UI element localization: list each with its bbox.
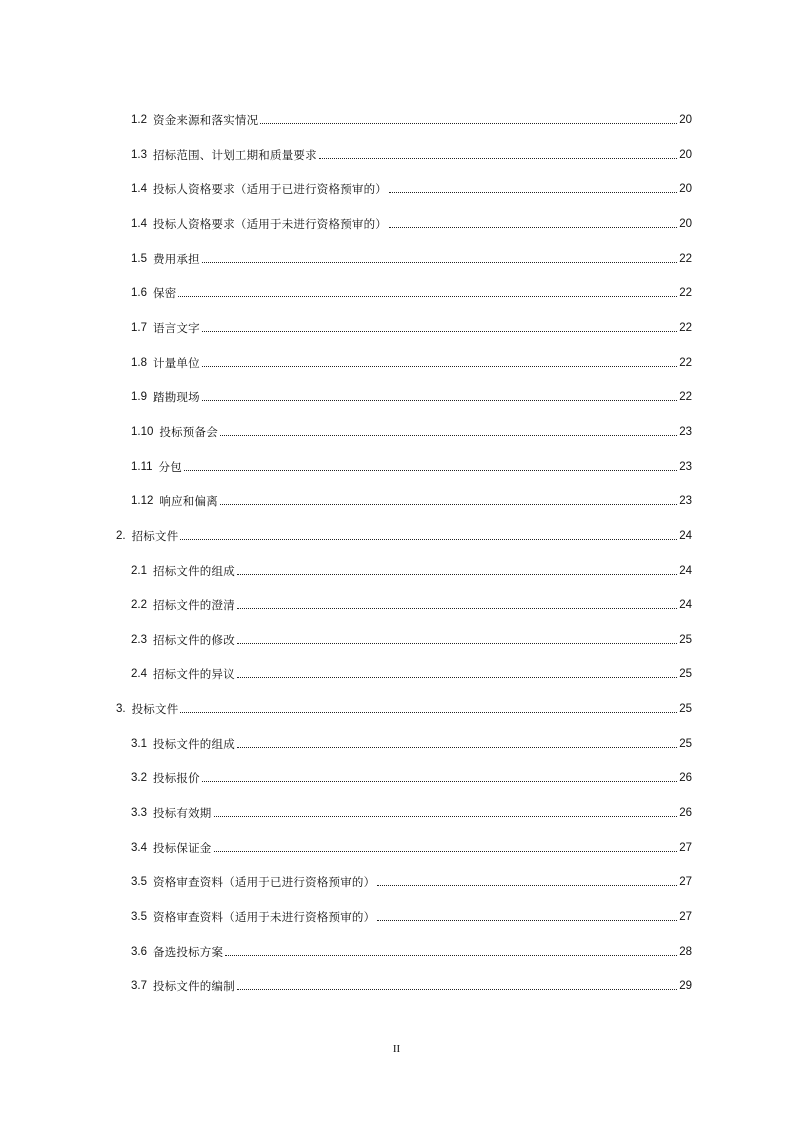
- toc-dot-leader: [214, 851, 678, 852]
- toc-entry-page: 27: [679, 910, 692, 923]
- toc-entry[interactable]: [131, 384, 692, 404]
- toc-entry[interactable]: [131, 107, 692, 127]
- toc-entry-page: 23: [679, 425, 692, 438]
- toc-entry-page: 20: [679, 148, 692, 161]
- toc-entry-title: 投标保证金: [153, 840, 212, 855]
- toc-dot-leader: [202, 781, 677, 782]
- toc-entry-number: 1.11: [131, 460, 153, 473]
- toc-entry-page: 27: [679, 876, 692, 889]
- toc-entry-page: 25: [679, 633, 692, 646]
- toc-entry-title: 语言文字: [153, 320, 200, 335]
- toc-entry[interactable]: [131, 973, 692, 993]
- toc-entry-page: 24: [679, 529, 692, 542]
- toc-dot-leader: [237, 747, 677, 748]
- toc-entry-number: 1.4: [131, 183, 147, 196]
- toc-entry-title: 投标有效期: [153, 806, 212, 820]
- toc-entry-title: 投标报价: [153, 771, 200, 786]
- toc-entry-number: 1.9: [131, 391, 147, 404]
- toc-entry[interactable]: [131, 800, 692, 820]
- toc-entry-number: 3.: [116, 703, 126, 715]
- toc-entry[interactable]: [131, 246, 692, 266]
- toc-entry-page: 24: [679, 564, 692, 577]
- toc-entry-title: 招标范围、计划工期和质量要求: [153, 147, 317, 162]
- toc-entry-number: 1.3: [131, 148, 147, 161]
- toc-dot-leader: [377, 920, 677, 921]
- toc-entry-page: 20: [679, 217, 692, 230]
- toc-entry[interactable]: [131, 939, 692, 959]
- toc-entry[interactable]: [131, 661, 692, 681]
- toc-entry-title: 招标文件的修改: [153, 632, 235, 647]
- toc-entry-number: 1.2: [131, 114, 147, 126]
- toc-entry-title: 资格审查资料（适用于已进行资格预审的）: [153, 875, 376, 890]
- toc-dot-leader: [180, 539, 677, 540]
- toc-entry-page: 22: [679, 321, 692, 334]
- toc-entry-number: 1.12: [131, 495, 154, 508]
- toc-dot-leader: [202, 262, 677, 263]
- toc-entry-number: 1.7: [131, 321, 147, 334]
- toc-entry-page: 25: [679, 737, 692, 750]
- toc-entry[interactable]: [131, 592, 692, 612]
- toc-entry-title: 投标文件的编制: [153, 979, 235, 994]
- toc-dot-leader: [202, 331, 677, 332]
- toc-entry-page: 29: [679, 980, 692, 993]
- toc-entry-number: 3.7: [131, 980, 147, 993]
- toc-entry[interactable]: [131, 176, 692, 196]
- toc-entry-number: 3.1: [131, 737, 147, 750]
- toc-entry-title: 保密: [153, 286, 177, 301]
- toc-entry[interactable]: [116, 523, 692, 543]
- toc-dot-leader: [180, 712, 677, 713]
- toc-entry-title: 备选投标方案: [153, 944, 224, 959]
- toc-entry-number: 3.6: [131, 945, 147, 958]
- toc-entry-page: 25: [679, 703, 692, 715]
- toc-entry-page: 26: [679, 772, 692, 785]
- toc-entry-page: 28: [679, 945, 692, 958]
- toc-entry[interactable]: [131, 869, 692, 889]
- page-number: II: [392, 1043, 401, 1055]
- toc-entry[interactable]: [131, 904, 692, 924]
- toc-dot-leader: [214, 816, 678, 817]
- toc-entry-page: 20: [679, 114, 692, 126]
- toc-entry-title: 投标人资格要求（适用于未进行资格预审的）: [153, 216, 387, 231]
- toc-entry-number: 2.: [116, 529, 126, 542]
- toc-entry-number: 3.5: [131, 876, 147, 889]
- toc-entry-page: 22: [679, 391, 692, 404]
- toc-dot-leader: [237, 574, 677, 575]
- toc-entry-title: 招标文件的异议: [153, 667, 235, 682]
- toc-entry-title: 招标文件: [131, 528, 179, 543]
- toc-entry-number: 3.2: [131, 772, 147, 785]
- toc-dot-leader: [202, 366, 677, 367]
- toc-entry-number: 1.5: [131, 252, 147, 265]
- toc-dot-leader: [220, 435, 677, 436]
- toc-entry[interactable]: [131, 731, 692, 751]
- toc-entry-page: 22: [679, 287, 692, 300]
- toc-dot-leader: [377, 885, 677, 886]
- toc-entry-title: 投标预备会: [159, 424, 218, 439]
- toc-entry[interactable]: [131, 488, 692, 508]
- toc-entry-number: 2.4: [131, 668, 147, 681]
- toc-dot-leader: [389, 227, 677, 228]
- toc-entry-number: 1.6: [131, 287, 147, 300]
- toc-entry[interactable]: [116, 696, 692, 716]
- toc-entry-page: 22: [679, 252, 692, 265]
- toc-entry-page: 23: [679, 460, 692, 473]
- toc-dot-leader: [220, 504, 677, 505]
- toc-entry-number: 1.10: [131, 425, 154, 438]
- toc-entry-page: 24: [679, 599, 692, 612]
- toc-dot-leader: [237, 677, 677, 678]
- toc-entry-number: 2.2: [131, 599, 147, 612]
- toc-entry-title: 资格审查资料（适用于未进行资格预审的）: [153, 909, 376, 924]
- toc-entry-title: 资金来源和落实情况: [153, 113, 259, 127]
- toc-dot-leader: [319, 158, 677, 159]
- toc-entry-number: 2.3: [131, 633, 147, 646]
- toc-entry[interactable]: [131, 211, 692, 231]
- toc-entry-page: 23: [679, 495, 692, 508]
- toc-entry-page: 27: [679, 841, 692, 854]
- toc-entry-page: 22: [679, 356, 692, 369]
- toc-entry[interactable]: [131, 835, 692, 855]
- toc-entry-title: 响应和偏离: [159, 494, 218, 509]
- toc-entry-number: 3.5: [131, 910, 147, 923]
- toc-dot-leader: [178, 296, 677, 297]
- toc-entry-page: 25: [679, 668, 692, 681]
- toc-entry[interactable]: [131, 315, 692, 335]
- toc-entry-title: 投标文件: [131, 702, 179, 716]
- toc-dot-leader: [260, 123, 677, 124]
- toc-entry-title: 招标文件的组成: [153, 563, 235, 578]
- toc-entry-title: 招标文件的澄清: [153, 598, 235, 613]
- toc-entry-title: 投标人资格要求（适用于已进行资格预审的）: [153, 182, 387, 197]
- toc-entry[interactable]: [131, 142, 692, 162]
- toc-entry-title: 投标文件的组成: [153, 736, 235, 751]
- toc-entry-title: 分包: [158, 459, 182, 474]
- toc-entry[interactable]: [131, 419, 692, 439]
- toc-entry-number: 3.3: [131, 807, 147, 819]
- toc-entry-page: 20: [679, 183, 692, 196]
- toc-entry[interactable]: [131, 350, 692, 370]
- toc-entry-title: 费用承担: [153, 251, 200, 266]
- toc-entry-number: 1.4: [131, 217, 147, 230]
- toc-dot-leader: [202, 400, 677, 401]
- toc-entry[interactable]: [131, 627, 692, 647]
- toc-entry-number: 2.1: [131, 564, 147, 577]
- toc-dot-leader: [237, 643, 677, 644]
- toc-entry-number: 3.4: [131, 841, 147, 854]
- toc-entry[interactable]: [131, 558, 692, 578]
- toc-entry-title: 计量单位: [153, 355, 200, 370]
- toc-entry-page: 26: [679, 807, 692, 819]
- toc-entry[interactable]: [131, 765, 692, 785]
- toc-entry[interactable]: [131, 280, 692, 300]
- toc-entry-title: 踏勘现场: [153, 390, 200, 405]
- toc-dot-leader: [225, 955, 677, 956]
- toc-dot-leader: [389, 192, 677, 193]
- toc-entry[interactable]: [131, 454, 692, 474]
- toc-dot-leader: [237, 608, 677, 609]
- toc-entry-number: 1.8: [131, 356, 147, 369]
- toc-dot-leader: [184, 470, 677, 471]
- toc-dot-leader: [237, 989, 677, 990]
